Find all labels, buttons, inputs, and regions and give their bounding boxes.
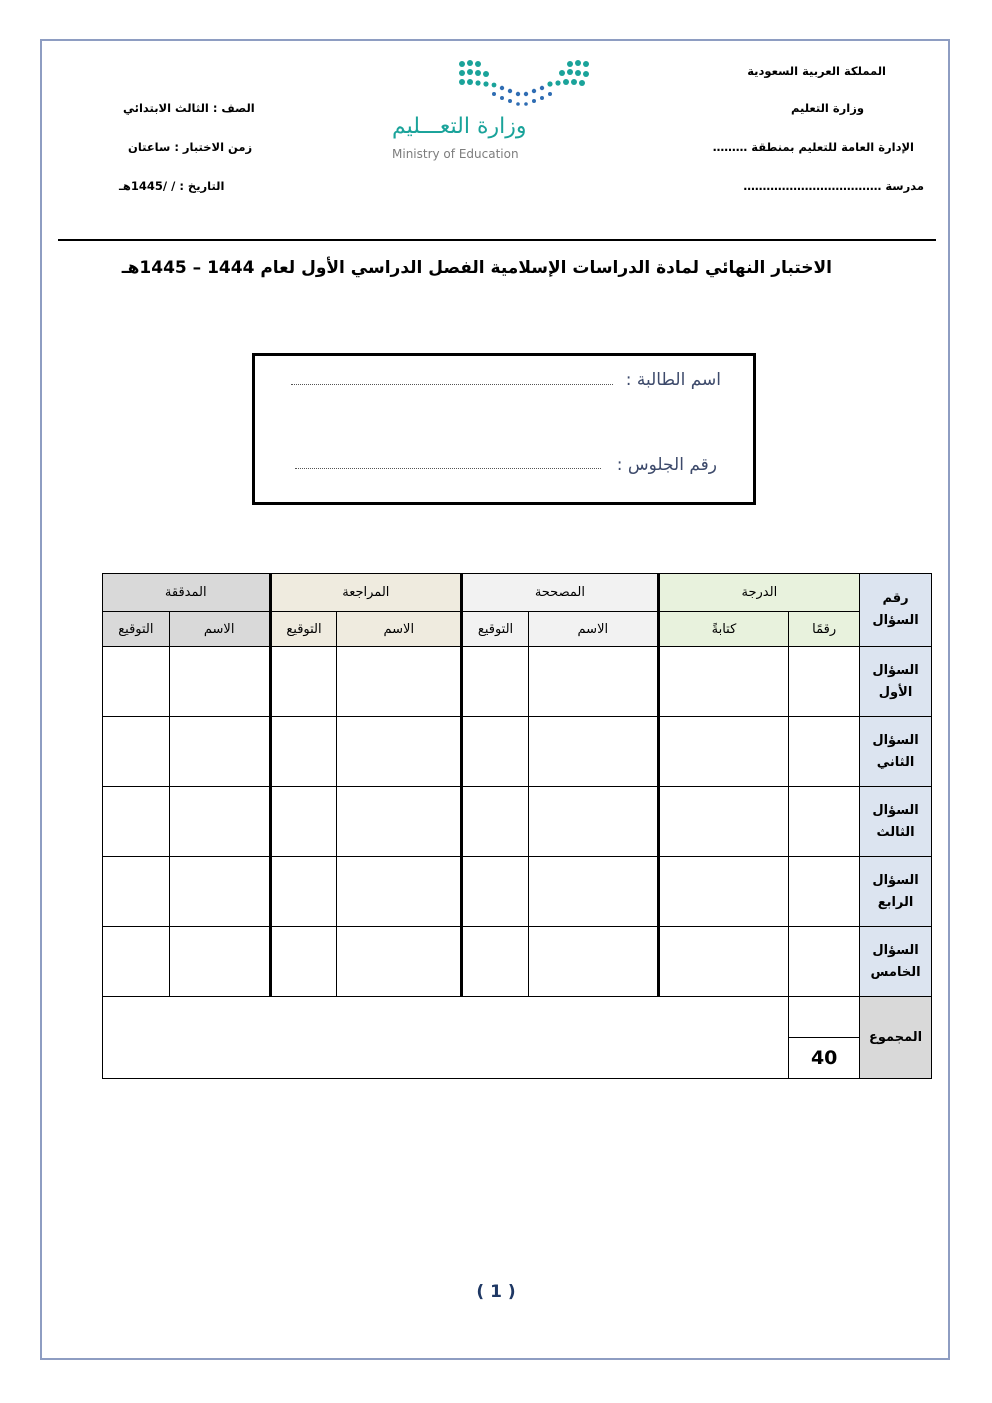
auditor-signature-cell[interactable] — [102, 857, 169, 927]
table-row — [62, 927, 932, 997]
seat-number-field[interactable] — [295, 468, 601, 469]
corrector-name-header: الاسم — [529, 612, 659, 647]
ministry-logo — [380, 58, 610, 168]
table-row — [62, 647, 932, 717]
grade-words-cell[interactable] — [658, 857, 789, 927]
question-number-header-text: رقم السؤال — [872, 591, 919, 628]
auditor-signature-cell[interactable] — [102, 787, 169, 857]
reviewer-signature-cell[interactable] — [270, 787, 337, 857]
auditor-name-cell[interactable] — [169, 647, 270, 717]
total-label: المجموع — [860, 997, 932, 1079]
corrector-group-header: المصححة — [462, 574, 659, 612]
student-info-box — [252, 353, 756, 505]
grade-digits-cell[interactable] — [789, 717, 860, 787]
school-line: مدرسة ……………………………… — [743, 179, 924, 193]
reviewer-name-cell[interactable] — [337, 857, 462, 927]
grade-words-cell[interactable] — [658, 927, 789, 997]
corrector-name-cell[interactable] — [529, 647, 659, 717]
logo-arabic-text: وزارة التعـــليم — [392, 114, 527, 139]
grade-group-header: الدرجة — [658, 574, 859, 612]
grade-words-cell[interactable] — [658, 717, 789, 787]
corrector-name-cell[interactable] — [529, 927, 659, 997]
question-label: السؤال الثالث — [860, 787, 932, 857]
total-row — [62, 997, 932, 1038]
total-score-cell[interactable] — [789, 997, 860, 1038]
reviewer-name-header: الاسم — [337, 612, 462, 647]
grade-digits-header: رقمًا — [789, 612, 860, 647]
reviewer-signature-cell[interactable] — [270, 717, 337, 787]
grade-digits-cell[interactable] — [789, 927, 860, 997]
auditor-name-cell[interactable] — [169, 717, 270, 787]
corrector-signature-cell[interactable] — [462, 927, 529, 997]
auditor-group-header: المدققة — [102, 574, 270, 612]
question-label: السؤال الخامس — [860, 927, 932, 997]
auditor-name-cell[interactable] — [169, 857, 270, 927]
table-row — [62, 857, 932, 927]
reviewer-name-cell[interactable] — [337, 647, 462, 717]
auditor-signature-cell[interactable] — [102, 647, 169, 717]
corrector-signature-cell[interactable] — [462, 857, 529, 927]
auditor-signature-header: التوقيع — [102, 612, 169, 647]
ministry-name: وزارة التعليم — [791, 101, 864, 115]
auditor-name-header: الاسم — [169, 612, 270, 647]
table-row — [62, 717, 932, 787]
seat-number-label: رقم الجلوس : — [616, 455, 717, 475]
reviewer-signature-cell[interactable] — [270, 857, 337, 927]
reviewer-signature-cell[interactable] — [270, 647, 337, 717]
grade-words-header: كتابةً — [658, 612, 789, 647]
corrector-name-cell[interactable] — [529, 717, 659, 787]
total-max-value: 40 — [789, 1038, 860, 1079]
corrector-signature-cell[interactable] — [462, 787, 529, 857]
logo-english-text: Ministry of Education — [392, 147, 519, 161]
auditor-name-cell[interactable] — [169, 927, 270, 997]
grade-digits-cell[interactable] — [789, 647, 860, 717]
question-label: السؤال الثاني — [860, 717, 932, 787]
grades-table — [61, 573, 932, 1079]
corrector-signature-cell[interactable] — [462, 717, 529, 787]
reviewer-name-cell[interactable] — [337, 717, 462, 787]
question-number-header — [860, 574, 932, 647]
duration-line: زمن الاختبار : ساعتان — [128, 140, 253, 154]
grade-digits-cell[interactable] — [789, 857, 860, 927]
reviewer-signature-cell[interactable] — [270, 927, 337, 997]
kingdom-name: المملكة العربية السعودية — [747, 64, 886, 78]
administration-line: الإدارة العامة للتعليم بمنطقة ……… — [712, 140, 914, 154]
page-number: ( 1 ) — [476, 1282, 516, 1302]
question-label: السؤال الأول — [860, 647, 932, 717]
reviewer-signature-header: التوقيع — [270, 612, 337, 647]
corrector-name-cell[interactable] — [529, 857, 659, 927]
date-line: التاريخ : / /1445هـ — [119, 179, 225, 193]
grade-words-cell[interactable] — [658, 647, 789, 717]
reviewer-name-cell[interactable] — [337, 787, 462, 857]
student-name-label: اسم الطالبة : — [625, 370, 721, 390]
header-divider — [58, 239, 936, 241]
auditor-signature-cell[interactable] — [102, 717, 169, 787]
auditor-name-cell[interactable] — [169, 787, 270, 857]
total-blank-area — [102, 997, 788, 1079]
reviewer-group-header: المراجعة — [270, 574, 462, 612]
auditor-signature-cell[interactable] — [102, 927, 169, 997]
corrector-signature-cell[interactable] — [462, 647, 529, 717]
grade-words-cell[interactable] — [658, 787, 789, 857]
corrector-signature-header: التوقيع — [462, 612, 529, 647]
reviewer-name-cell[interactable] — [337, 927, 462, 997]
question-label: السؤال الرابع — [860, 857, 932, 927]
table-row — [62, 787, 932, 857]
exam-title: الاختبار النهائي لمادة الدراسات الإسلامية الفصل الدراسي الأول لعام 1444 – 1445هـ — [121, 258, 832, 278]
grade-line: الصف : الثالث الابتدائي — [123, 101, 255, 115]
dots-emblem-icon — [380, 58, 610, 118]
student-name-field[interactable] — [291, 384, 613, 385]
corrector-name-cell[interactable] — [529, 787, 659, 857]
grade-digits-cell[interactable] — [789, 787, 860, 857]
